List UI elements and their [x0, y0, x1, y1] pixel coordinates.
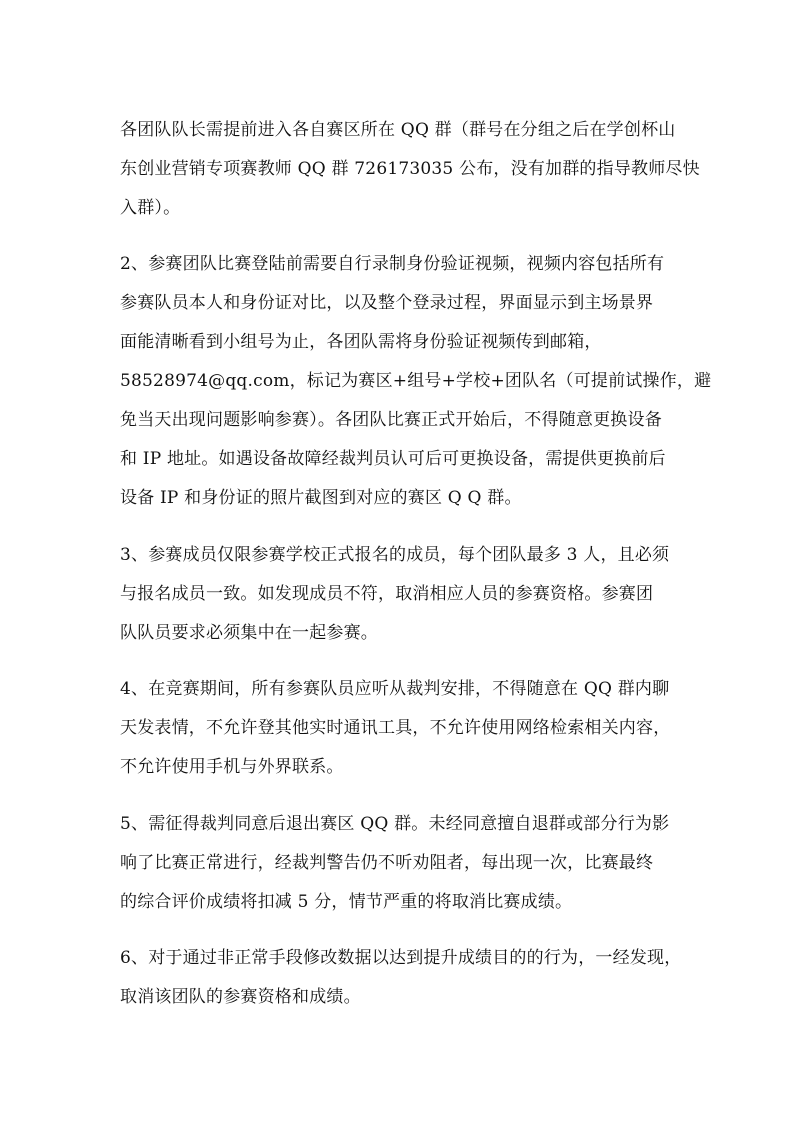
paragraph-2-line-4: 58528974@qq.com，标记为赛区+组号+学校+团队名（可提前试操作，避 [120, 371, 712, 391]
paragraph-3-line-3: 队队员要求必须集中在一起参赛。 [120, 623, 378, 643]
paragraph-4-line-3: 不允许使用手机与外界联系。 [120, 757, 344, 777]
paragraph-3-line-1: 3、参赛成员仅限参赛学校正式报名的成员，每个团队最多 3 人，且必须 [120, 545, 670, 565]
paragraph-3-line-2: 与报名成员一致。如发现成员不符，取消相应人员的参赛资格。参赛团 [120, 584, 654, 604]
paragraph-5-line-2: 响了比赛正常进行，经裁判警告仍不听劝阻者，每出现一次，比赛最终 [120, 853, 654, 873]
paragraph-2-line-7: 设备 IP 和身份证的照片截图到对应的赛区 Q Q 群。 [120, 488, 522, 508]
paragraph-5-line-1: 5、需征得裁判同意后退出赛区 QQ 群。未经同意擅自退群或部分行为影 [120, 814, 670, 834]
paragraph-2-line-3: 面能清晰看到小组号为止，各团队需将身份验证视频传到邮箱， [120, 332, 602, 352]
paragraph-2-line-5: 免当天出现问题影响参赛）。各团队比赛正式开始后，不得随意更换设备 [120, 410, 662, 430]
paragraph-6-line-2: 取消该团队的参赛资格和成绩。 [120, 987, 361, 1007]
paragraph-4-line-2: 天发表情，不允许登其他实时通讯工具，不允许使用网络检索相关内容， [120, 718, 671, 738]
paragraph-2-line-1: 2、参赛团队比赛登陆前需要自行录制身份验证视频，视频内容包括所有 [120, 254, 665, 274]
paragraph-4-line-1: 4、在竞赛期间，所有参赛队员应听从裁判安排，不得随意在 QQ 群内聊 [120, 679, 670, 699]
paragraph-1-line-3: 入群）。 [120, 198, 181, 218]
paragraph-1-line-2: 东创业营销专项赛教师 QQ 群 726173035 公布，没有加群的指导教师尽快 [120, 159, 700, 179]
paragraph-5-line-3: 的综合评价成绩将扣减 5 分，情节严重的将取消比赛成绩。 [120, 892, 573, 912]
paragraph-1-line-1: 各团队队长需提前进入各自赛区所在 QQ 群（群号在分组之后在学创杯山 [120, 120, 676, 140]
paragraph-6-line-1: 6、对于通过非正常手段修改数据以达到提升成绩目的的行为，一经发现， [120, 948, 682, 968]
paragraph-2-line-2: 参赛队员本人和身份证对比，以及整个登录过程，界面显示到主场景界 [120, 293, 654, 313]
paragraph-2-line-6: 和 IP 地址。如遇设备故障经裁判员认可后可更换设备，需提供更换前后 [120, 449, 666, 469]
